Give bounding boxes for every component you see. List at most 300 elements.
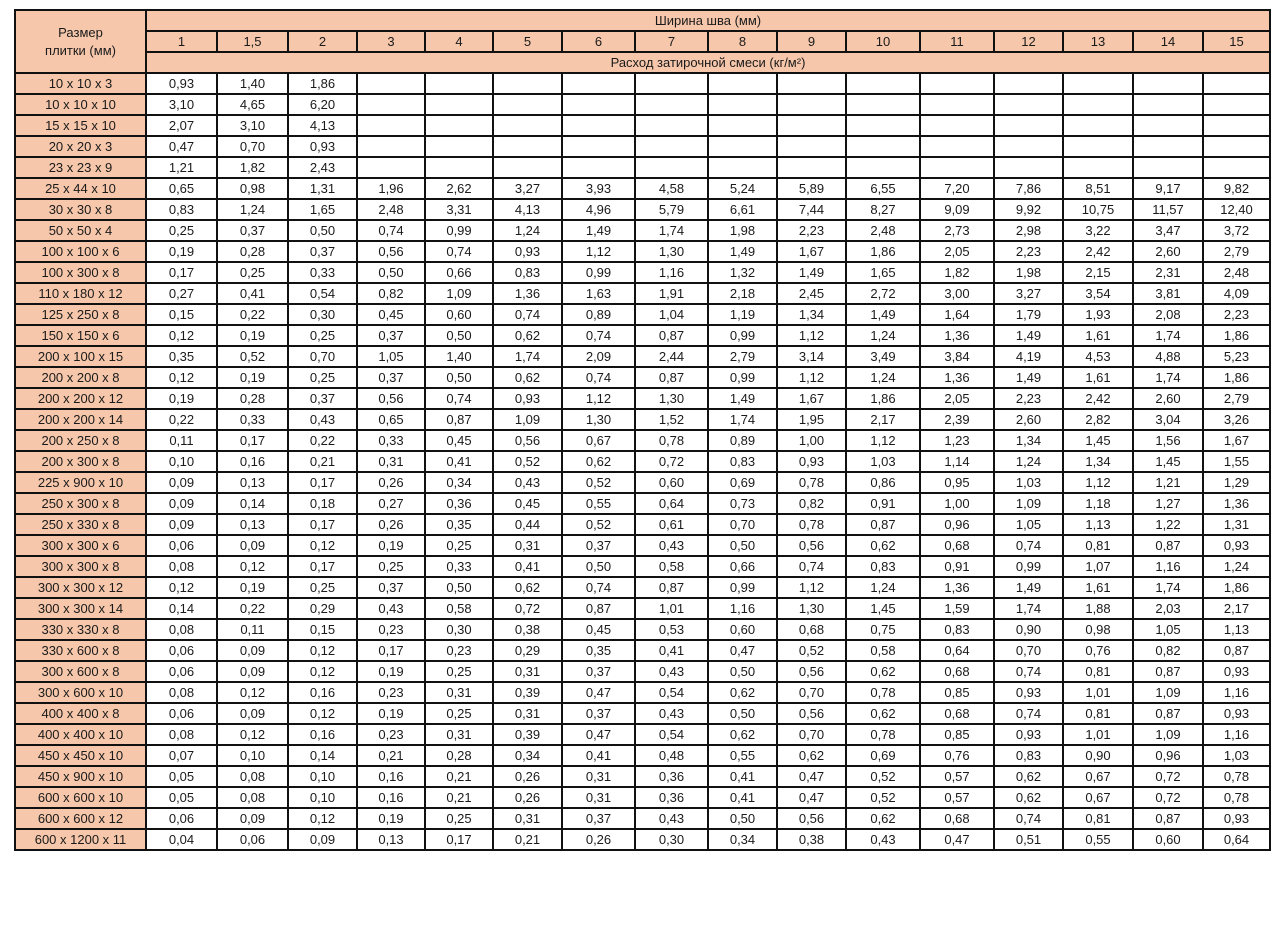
consumption-cell bbox=[846, 73, 920, 94]
tile-size-cell: 330 x 600 x 8 bbox=[15, 640, 146, 661]
consumption-cell: 1,14 bbox=[920, 451, 994, 472]
consumption-cell: 0,06 bbox=[146, 703, 217, 724]
consumption-cell: 0,43 bbox=[357, 598, 425, 619]
consumption-cell: 0,19 bbox=[217, 577, 288, 598]
consumption-cell bbox=[708, 157, 777, 178]
consumption-cell: 1,29 bbox=[1203, 472, 1270, 493]
consumption-cell: 0,83 bbox=[146, 199, 217, 220]
consumption-cell bbox=[920, 136, 994, 157]
consumption-cell: 0,26 bbox=[357, 514, 425, 535]
consumption-cell: 0,62 bbox=[846, 703, 920, 724]
consumption-cell: 6,61 bbox=[708, 199, 777, 220]
consumption-cell bbox=[920, 157, 994, 178]
consumption-cell: 1,88 bbox=[1063, 598, 1133, 619]
consumption-cell: 0,45 bbox=[425, 430, 493, 451]
consumption-cell: 0,10 bbox=[146, 451, 217, 472]
consumption-cell bbox=[1063, 157, 1133, 178]
consumption-cell: 0,12 bbox=[146, 577, 217, 598]
tile-size-cell: 125 x 250 x 8 bbox=[15, 304, 146, 325]
consumption-cell: 1,04 bbox=[635, 304, 708, 325]
consumption-cell bbox=[562, 115, 635, 136]
consumption-cell: 0,10 bbox=[288, 787, 357, 808]
consumption-cell: 2,23 bbox=[994, 388, 1063, 409]
consumption-cell: 0,26 bbox=[493, 787, 562, 808]
consumption-cell: 0,52 bbox=[562, 514, 635, 535]
consumption-cell: 1,24 bbox=[846, 367, 920, 388]
consumption-cell: 0,70 bbox=[994, 640, 1063, 661]
consumption-cell: 1,24 bbox=[846, 325, 920, 346]
consumption-cell: 3,49 bbox=[846, 346, 920, 367]
consumption-cell: 1,23 bbox=[920, 430, 994, 451]
consumption-cell: 0,67 bbox=[1063, 787, 1133, 808]
consumption-cell: 0,25 bbox=[146, 220, 217, 241]
consumption-cell: 0,54 bbox=[635, 724, 708, 745]
consumption-cell: 1,45 bbox=[1063, 430, 1133, 451]
consumption-cell: 0,74 bbox=[562, 367, 635, 388]
consumption-cell: 0,74 bbox=[562, 325, 635, 346]
consumption-cell: 0,26 bbox=[357, 472, 425, 493]
consumption-cell: 2,17 bbox=[1203, 598, 1270, 619]
consumption-cell: 0,12 bbox=[288, 703, 357, 724]
consumption-cell bbox=[635, 157, 708, 178]
consumption-cell: 2,73 bbox=[920, 220, 994, 241]
consumption-cell: 2,48 bbox=[1203, 262, 1270, 283]
consumption-cell: 0,50 bbox=[425, 325, 493, 346]
joint-width-header: 3 bbox=[357, 31, 425, 52]
consumption-cell: 0,36 bbox=[425, 493, 493, 514]
consumption-cell: 1,65 bbox=[288, 199, 357, 220]
consumption-cell: 0,57 bbox=[920, 766, 994, 787]
consumption-cell: 0,12 bbox=[217, 556, 288, 577]
consumption-cell: 2,17 bbox=[846, 409, 920, 430]
consumption-cell: 0,31 bbox=[493, 808, 562, 829]
consumption-cell: 0,53 bbox=[635, 619, 708, 640]
table-row bbox=[15, 598, 1270, 619]
consumption-cell: 4,88 bbox=[1133, 346, 1203, 367]
consumption-cell: 0,99 bbox=[562, 262, 635, 283]
consumption-cell: 1,52 bbox=[635, 409, 708, 430]
consumption-cell: 0,31 bbox=[357, 451, 425, 472]
consumption-cell: 0,69 bbox=[708, 472, 777, 493]
consumption-cell: 1,09 bbox=[425, 283, 493, 304]
consumption-cell: 0,06 bbox=[217, 829, 288, 850]
consumption-cell: 0,43 bbox=[635, 535, 708, 556]
consumption-cell: 1,30 bbox=[635, 241, 708, 262]
consumption-cell: 1,86 bbox=[846, 241, 920, 262]
table-row bbox=[15, 703, 1270, 724]
joint-width-title: Ширина шва (мм) bbox=[146, 10, 1270, 31]
tile-size-cell: 30 x 30 x 8 bbox=[15, 199, 146, 220]
consumption-cell: 0,81 bbox=[1063, 661, 1133, 682]
consumption-cell: 4,13 bbox=[288, 115, 357, 136]
consumption-cell: 0,08 bbox=[146, 619, 217, 640]
consumption-cell: 0,58 bbox=[635, 556, 708, 577]
consumption-cell: 0,68 bbox=[920, 535, 994, 556]
consumption-cell bbox=[846, 136, 920, 157]
consumption-cell: 0,12 bbox=[288, 640, 357, 661]
consumption-cell: 0,93 bbox=[1203, 703, 1270, 724]
consumption-cell: 0,82 bbox=[1133, 640, 1203, 661]
consumption-cell: 0,13 bbox=[357, 829, 425, 850]
consumption-cell: 0,68 bbox=[920, 661, 994, 682]
consumption-cell bbox=[994, 94, 1063, 115]
consumption-cell: 0,41 bbox=[493, 556, 562, 577]
consumption-cell: 0,34 bbox=[425, 472, 493, 493]
consumption-cell: 1,49 bbox=[562, 220, 635, 241]
consumption-cell: 1,36 bbox=[920, 325, 994, 346]
consumption-cell: 2,15 bbox=[1063, 262, 1133, 283]
consumption-cell: 0,65 bbox=[357, 409, 425, 430]
consumption-cell: 0,90 bbox=[1063, 745, 1133, 766]
grout-consumption-table bbox=[14, 9, 1271, 851]
consumption-cell: 0,22 bbox=[146, 409, 217, 430]
consumption-cell: 1,12 bbox=[846, 430, 920, 451]
consumption-cell: 1,61 bbox=[1063, 367, 1133, 388]
consumption-cell: 0,87 bbox=[846, 514, 920, 535]
consumption-cell: 1,61 bbox=[1063, 325, 1133, 346]
consumption-cell: 1,30 bbox=[635, 388, 708, 409]
consumption-cell: 0,78 bbox=[635, 430, 708, 451]
consumption-cell: 0,64 bbox=[920, 640, 994, 661]
consumption-cell: 3,93 bbox=[562, 178, 635, 199]
consumption-cell: 0,82 bbox=[777, 493, 846, 514]
consumption-cell: 1,91 bbox=[635, 283, 708, 304]
consumption-cell: 0,50 bbox=[357, 262, 425, 283]
consumption-cell: 2,18 bbox=[708, 283, 777, 304]
consumption-cell: 1,61 bbox=[1063, 577, 1133, 598]
consumption-cell: 1,12 bbox=[1063, 472, 1133, 493]
consumption-cell: 0,41 bbox=[708, 766, 777, 787]
consumption-cell: 1,03 bbox=[1203, 745, 1270, 766]
consumption-cell: 0,52 bbox=[777, 640, 846, 661]
tile-size-cell: 400 x 400 x 8 bbox=[15, 703, 146, 724]
consumption-cell: 0,22 bbox=[288, 430, 357, 451]
consumption-cell: 1,49 bbox=[708, 388, 777, 409]
consumption-cell: 0,64 bbox=[1203, 829, 1270, 850]
consumption-cell: 1,67 bbox=[777, 388, 846, 409]
consumption-cell: 0,09 bbox=[217, 808, 288, 829]
consumption-cell bbox=[1203, 94, 1270, 115]
consumption-cell: 0,78 bbox=[777, 472, 846, 493]
consumption-cell: 11,57 bbox=[1133, 199, 1203, 220]
consumption-cell: 1,30 bbox=[562, 409, 635, 430]
consumption-cell: 1,74 bbox=[493, 346, 562, 367]
consumption-cell: 0,09 bbox=[217, 640, 288, 661]
consumption-cell: 0,14 bbox=[146, 598, 217, 619]
consumption-cell: 0,98 bbox=[1063, 619, 1133, 640]
consumption-cell: 0,50 bbox=[562, 556, 635, 577]
consumption-cell: 0,66 bbox=[425, 262, 493, 283]
consumption-cell: 0,09 bbox=[288, 829, 357, 850]
consumption-cell: 1,16 bbox=[1203, 724, 1270, 745]
consumption-cell: 0,74 bbox=[994, 535, 1063, 556]
consumption-cell: 2,42 bbox=[1063, 388, 1133, 409]
consumption-cell: 0,18 bbox=[288, 493, 357, 514]
consumption-cell: 0,31 bbox=[562, 787, 635, 808]
consumption-cell: 0,05 bbox=[146, 766, 217, 787]
consumption-cell bbox=[920, 94, 994, 115]
consumption-cell: 1,05 bbox=[994, 514, 1063, 535]
tile-size-cell: 450 x 450 x 10 bbox=[15, 745, 146, 766]
consumption-cell: 0,64 bbox=[635, 493, 708, 514]
consumption-cell: 1,30 bbox=[777, 598, 846, 619]
table-row bbox=[15, 556, 1270, 577]
table-row bbox=[15, 94, 1270, 115]
consumption-cell: 1,34 bbox=[1063, 451, 1133, 472]
consumption-cell: 0,72 bbox=[493, 598, 562, 619]
consumption-cell: 0,89 bbox=[708, 430, 777, 451]
consumption-cell: 0,16 bbox=[288, 682, 357, 703]
consumption-cell: 1,45 bbox=[1133, 451, 1203, 472]
consumption-cell: 0,45 bbox=[357, 304, 425, 325]
consumption-cell: 0,83 bbox=[920, 619, 994, 640]
tile-size-cell: 50 x 50 x 4 bbox=[15, 220, 146, 241]
consumption-cell: 0,35 bbox=[146, 346, 217, 367]
joint-width-header: 4 bbox=[425, 31, 493, 52]
consumption-cell: 1,12 bbox=[777, 325, 846, 346]
consumption-cell: 1,45 bbox=[846, 598, 920, 619]
consumption-cell: 2,23 bbox=[1203, 304, 1270, 325]
consumption-cell: 0,25 bbox=[425, 808, 493, 829]
consumption-cell: 2,43 bbox=[288, 157, 357, 178]
table-row bbox=[15, 388, 1270, 409]
consumption-cell: 3,26 bbox=[1203, 409, 1270, 430]
consumption-cell: 0,30 bbox=[288, 304, 357, 325]
consumption-cell: 2,07 bbox=[146, 115, 217, 136]
consumption-cell: 0,15 bbox=[288, 619, 357, 640]
table-row bbox=[15, 682, 1270, 703]
consumption-cell: 0,99 bbox=[708, 577, 777, 598]
table-row bbox=[15, 640, 1270, 661]
consumption-cell: 0,34 bbox=[493, 745, 562, 766]
table-row bbox=[15, 157, 1270, 178]
consumption-cell: 0,57 bbox=[920, 787, 994, 808]
consumption-cell: 0,50 bbox=[288, 220, 357, 241]
consumption-cell: 0,74 bbox=[994, 661, 1063, 682]
consumption-cell: 1,36 bbox=[920, 577, 994, 598]
consumption-cell: 0,16 bbox=[288, 724, 357, 745]
consumption-cell: 0,87 bbox=[425, 409, 493, 430]
consumption-cell: 0,23 bbox=[357, 682, 425, 703]
consumption-cell: 3,14 bbox=[777, 346, 846, 367]
consumption-cell bbox=[493, 73, 562, 94]
consumption-cell: 0,09 bbox=[146, 514, 217, 535]
consumption-cell: 0,87 bbox=[635, 577, 708, 598]
consumption-cell bbox=[1203, 136, 1270, 157]
consumption-cell: 0,22 bbox=[217, 304, 288, 325]
consumption-cell: 0,37 bbox=[562, 535, 635, 556]
consumption-cell: 0,74 bbox=[562, 577, 635, 598]
consumption-cell: 2,05 bbox=[920, 388, 994, 409]
tile-size-cell: 330 x 330 x 8 bbox=[15, 619, 146, 640]
consumption-cell: 0,70 bbox=[708, 514, 777, 535]
tile-size-cell: 400 x 400 x 10 bbox=[15, 724, 146, 745]
tile-size-cell: 600 x 1200 x 11 bbox=[15, 829, 146, 850]
consumption-cell bbox=[777, 73, 846, 94]
consumption-cell: 7,20 bbox=[920, 178, 994, 199]
consumption-cell: 0,12 bbox=[146, 325, 217, 346]
consumption-cell: 2,48 bbox=[846, 220, 920, 241]
consumption-cell: 1,93 bbox=[1063, 304, 1133, 325]
consumption-cell: 2,79 bbox=[1203, 388, 1270, 409]
consumption-cell: 0,52 bbox=[846, 766, 920, 787]
consumption-cell: 1,82 bbox=[920, 262, 994, 283]
consumption-cell: 0,09 bbox=[146, 493, 217, 514]
consumption-cell: 0,35 bbox=[425, 514, 493, 535]
consumption-cell: 1,74 bbox=[994, 598, 1063, 619]
consumption-cell: 4,58 bbox=[635, 178, 708, 199]
consumption-cell: 0,93 bbox=[1203, 661, 1270, 682]
consumption-cell: 1,12 bbox=[777, 367, 846, 388]
tile-size-cell: 100 x 300 x 8 bbox=[15, 262, 146, 283]
consumption-cell: 1,16 bbox=[1133, 556, 1203, 577]
consumption-cell: 4,19 bbox=[994, 346, 1063, 367]
consumption-cell bbox=[493, 115, 562, 136]
tile-size-cell: 150 x 150 x 6 bbox=[15, 325, 146, 346]
consumption-cell bbox=[1133, 157, 1203, 178]
consumption-cell: 0,30 bbox=[635, 829, 708, 850]
consumption-cell: 2,60 bbox=[994, 409, 1063, 430]
consumption-cell: 2,42 bbox=[1063, 241, 1133, 262]
consumption-cell: 7,44 bbox=[777, 199, 846, 220]
consumption-cell: 1,16 bbox=[708, 598, 777, 619]
consumption-cell: 0,39 bbox=[493, 724, 562, 745]
table-row bbox=[15, 409, 1270, 430]
consumption-cell: 0,23 bbox=[357, 724, 425, 745]
consumption-cell bbox=[635, 73, 708, 94]
consumption-cell: 0,54 bbox=[288, 283, 357, 304]
consumption-cell: 0,45 bbox=[562, 619, 635, 640]
consumption-cell: 0,19 bbox=[357, 661, 425, 682]
consumption-cell bbox=[1063, 94, 1133, 115]
consumption-cell bbox=[357, 157, 425, 178]
tile-size-cell: 110 x 180 x 12 bbox=[15, 283, 146, 304]
consumption-cell bbox=[708, 136, 777, 157]
joint-width-header: 7 bbox=[635, 31, 708, 52]
consumption-cell: 0,17 bbox=[357, 640, 425, 661]
consumption-title: Расход затирочной смеси (кг/м²) bbox=[146, 52, 1270, 73]
consumption-cell: 0,08 bbox=[217, 787, 288, 808]
consumption-cell: 0,43 bbox=[635, 661, 708, 682]
consumption-cell: 1,03 bbox=[994, 472, 1063, 493]
consumption-cell: 0,56 bbox=[777, 703, 846, 724]
consumption-cell: 0,62 bbox=[708, 724, 777, 745]
consumption-cell: 1,74 bbox=[1133, 577, 1203, 598]
consumption-cell: 1,79 bbox=[994, 304, 1063, 325]
table-row bbox=[15, 724, 1270, 745]
consumption-cell: 0,41 bbox=[708, 787, 777, 808]
consumption-cell: 0,29 bbox=[288, 598, 357, 619]
joint-width-header: 8 bbox=[708, 31, 777, 52]
consumption-cell: 0,62 bbox=[994, 787, 1063, 808]
consumption-cell: 0,12 bbox=[146, 367, 217, 388]
consumption-cell: 5,23 bbox=[1203, 346, 1270, 367]
consumption-cell bbox=[846, 157, 920, 178]
consumption-cell: 0,43 bbox=[635, 703, 708, 724]
consumption-cell: 1,22 bbox=[1133, 514, 1203, 535]
consumption-cell: 0,62 bbox=[708, 682, 777, 703]
consumption-cell: 0,43 bbox=[846, 829, 920, 850]
consumption-cell: 0,37 bbox=[357, 367, 425, 388]
consumption-cell: 0,21 bbox=[357, 745, 425, 766]
consumption-cell: 0,50 bbox=[708, 808, 777, 829]
consumption-cell: 1,36 bbox=[1203, 493, 1270, 514]
consumption-cell: 0,50 bbox=[425, 367, 493, 388]
consumption-cell: 2,98 bbox=[994, 220, 1063, 241]
tile-size-cell: 225 x 900 x 10 bbox=[15, 472, 146, 493]
consumption-cell: 0,06 bbox=[146, 535, 217, 556]
consumption-cell: 1,09 bbox=[1133, 724, 1203, 745]
tile-size-cell: 15 x 15 x 10 bbox=[15, 115, 146, 136]
consumption-cell: 3,27 bbox=[994, 283, 1063, 304]
consumption-cell: 0,09 bbox=[146, 472, 217, 493]
consumption-cell: 0,87 bbox=[562, 598, 635, 619]
consumption-cell bbox=[635, 115, 708, 136]
consumption-cell: 0,21 bbox=[288, 451, 357, 472]
consumption-cell: 2,31 bbox=[1133, 262, 1203, 283]
consumption-cell: 0,50 bbox=[425, 577, 493, 598]
tile-size-cell: 25 x 44 x 10 bbox=[15, 178, 146, 199]
consumption-cell bbox=[777, 115, 846, 136]
consumption-cell: 1,24 bbox=[493, 220, 562, 241]
consumption-cell: 0,25 bbox=[357, 556, 425, 577]
consumption-cell: 0,76 bbox=[920, 745, 994, 766]
table-row bbox=[15, 220, 1270, 241]
consumption-cell bbox=[1063, 115, 1133, 136]
tile-size-cell: 200 x 100 x 15 bbox=[15, 346, 146, 367]
consumption-cell: 4,96 bbox=[562, 199, 635, 220]
consumption-cell: 0,04 bbox=[146, 829, 217, 850]
joint-width-header: 12 bbox=[994, 31, 1063, 52]
consumption-cell: 0,14 bbox=[288, 745, 357, 766]
consumption-cell: 0,17 bbox=[288, 556, 357, 577]
consumption-cell bbox=[1203, 73, 1270, 94]
consumption-cell: 0,37 bbox=[357, 325, 425, 346]
consumption-cell: 1,67 bbox=[777, 241, 846, 262]
consumption-cell: 1,74 bbox=[708, 409, 777, 430]
consumption-cell: 0,10 bbox=[288, 766, 357, 787]
consumption-cell: 2,39 bbox=[920, 409, 994, 430]
consumption-cell: 0,33 bbox=[217, 409, 288, 430]
consumption-cell: 3,72 bbox=[1203, 220, 1270, 241]
consumption-cell: 0,06 bbox=[146, 808, 217, 829]
consumption-cell: 2,09 bbox=[562, 346, 635, 367]
consumption-cell: 2,08 bbox=[1133, 304, 1203, 325]
consumption-cell: 1,49 bbox=[994, 325, 1063, 346]
consumption-cell: 0,74 bbox=[493, 304, 562, 325]
consumption-cell bbox=[994, 115, 1063, 136]
consumption-cell: 6,55 bbox=[846, 178, 920, 199]
consumption-cell: 0,52 bbox=[562, 472, 635, 493]
consumption-cell: 0,26 bbox=[493, 766, 562, 787]
consumption-cell: 2,79 bbox=[708, 346, 777, 367]
consumption-cell: 0,93 bbox=[994, 724, 1063, 745]
table-row bbox=[15, 619, 1270, 640]
consumption-cell: 0,56 bbox=[777, 808, 846, 829]
consumption-cell: 3,27 bbox=[493, 178, 562, 199]
consumption-cell: 1,01 bbox=[1063, 724, 1133, 745]
consumption-cell: 1,36 bbox=[493, 283, 562, 304]
consumption-cell: 1,00 bbox=[920, 493, 994, 514]
consumption-cell: 1,21 bbox=[1133, 472, 1203, 493]
table-row bbox=[15, 115, 1270, 136]
consumption-cell: 0,95 bbox=[920, 472, 994, 493]
consumption-cell bbox=[357, 73, 425, 94]
consumption-cell: 0,74 bbox=[994, 703, 1063, 724]
table-row bbox=[15, 367, 1270, 388]
consumption-cell: 0,65 bbox=[146, 178, 217, 199]
consumption-cell: 0,19 bbox=[357, 535, 425, 556]
